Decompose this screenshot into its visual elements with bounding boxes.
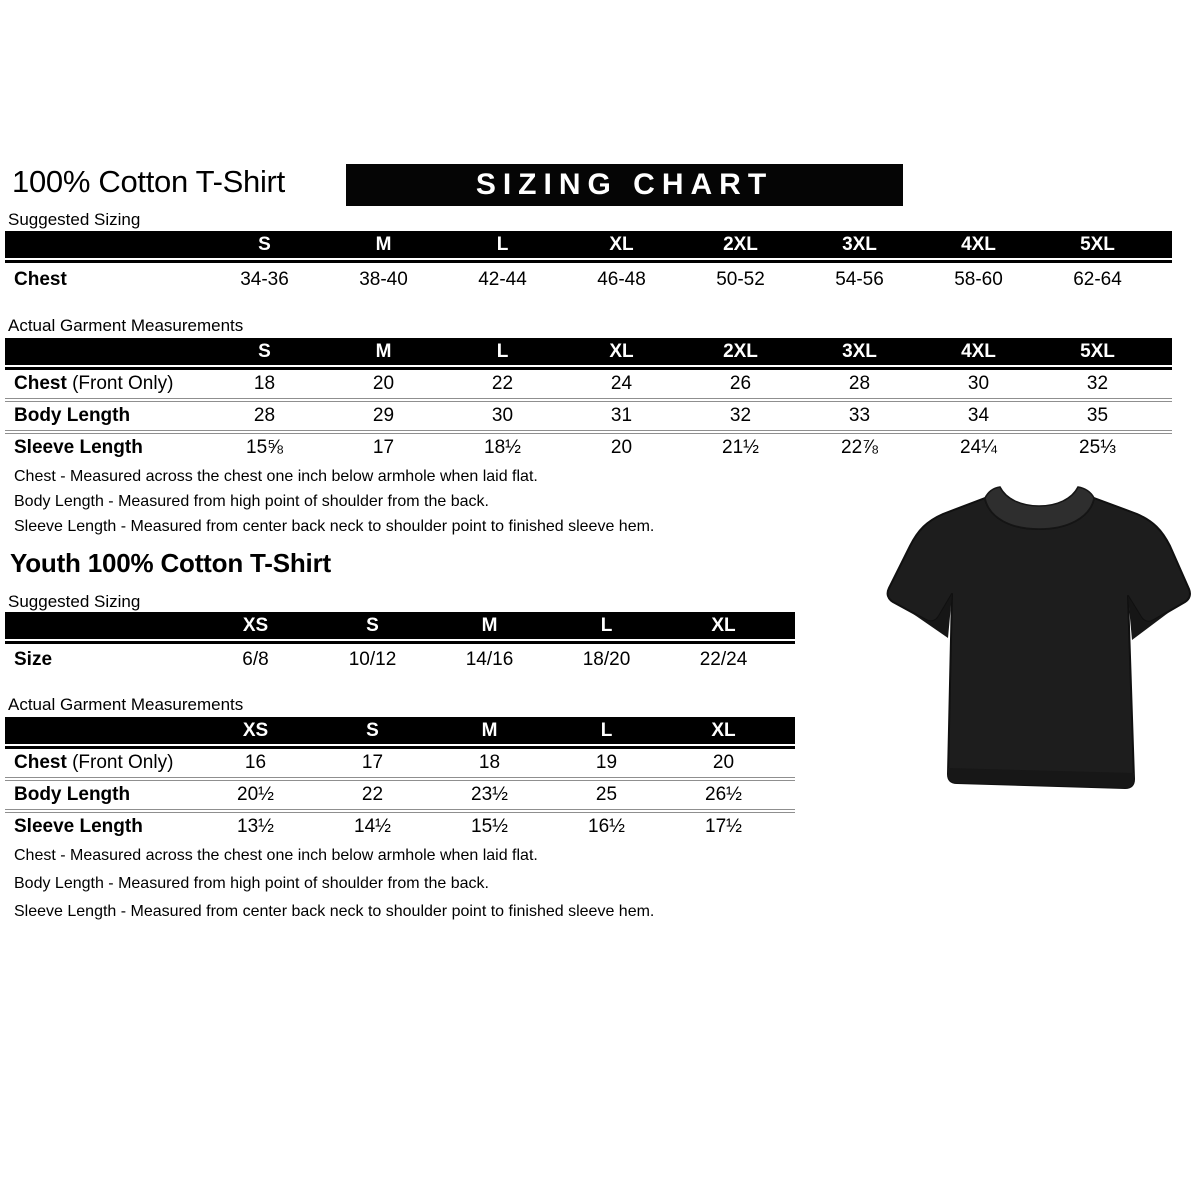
row-label: Sleeve Length <box>14 816 143 837</box>
cell: 29 <box>372 405 395 426</box>
cell: 20 <box>610 437 633 458</box>
adult-suggested-sizing-label: Suggested Sizing <box>8 210 141 229</box>
column-header-xs: XS <box>242 614 269 636</box>
row-label: Chest <box>14 752 67 773</box>
cell: 22 <box>361 784 384 805</box>
cell: 18/20 <box>582 649 631 670</box>
youth-measurement-notes <box>14 842 654 926</box>
youth-actual-measurements-label: Actual Garment Measurements <box>8 695 244 714</box>
table-row-chest <box>5 263 1172 296</box>
column-header-4xl: 4XL <box>961 340 996 362</box>
column-header-s: S <box>366 719 379 741</box>
cell: 46-48 <box>597 268 646 290</box>
column-header-xl: XL <box>711 719 736 741</box>
column-header-s: S <box>258 340 271 362</box>
cell: 34-36 <box>240 268 289 290</box>
row-label: Body Length <box>14 405 131 426</box>
column-header-3xl: 3XL <box>842 340 877 362</box>
table-header-row <box>5 338 1172 365</box>
youth-suggested-sizing-label: Suggested Sizing <box>8 592 141 611</box>
adult-suggested-sizing-table <box>5 231 1172 296</box>
row-label-note: (Front Only) <box>72 752 174 773</box>
adult-actual-measurements-table <box>5 338 1172 462</box>
cell: 30 <box>967 373 990 394</box>
cell: 25 <box>595 784 618 805</box>
cell: 16½ <box>588 816 625 837</box>
cell: 30 <box>491 405 514 426</box>
cell: 26½ <box>705 784 742 805</box>
adult-actual-measurements-label: Actual Garment Measurements <box>8 316 244 335</box>
column-header-m: M <box>375 340 392 362</box>
cell: 25⅓ <box>1079 437 1116 458</box>
sizing-chart-banner: SIZING CHART <box>346 164 903 206</box>
youth-section-title: Youth 100% Cotton T-Shirt <box>10 548 331 578</box>
note-chest: Chest - Measured across the chest one inch below armhole when laid flat. <box>14 468 538 485</box>
cell: 22⅞ <box>841 437 878 458</box>
column-header-m: M <box>375 233 392 255</box>
cell: 28 <box>253 405 276 426</box>
cell: 15½ <box>471 816 508 837</box>
column-header-3xl: 3XL <box>842 233 877 255</box>
cell: 20 <box>712 752 735 773</box>
row-label-note: (Front Only) <box>72 373 174 394</box>
cell: 22/24 <box>699 649 748 670</box>
column-header-m: M <box>481 719 498 741</box>
cell: 14½ <box>354 816 391 837</box>
row-label: Body Length <box>14 784 131 805</box>
cell: 18½ <box>484 437 521 458</box>
row-label: Sleeve Length <box>14 437 143 458</box>
column-header-5xl: 5XL <box>1080 340 1115 362</box>
column-header-m: M <box>481 614 498 636</box>
cell: 50-52 <box>716 268 765 290</box>
cell: 32 <box>1086 373 1109 394</box>
cell: 16 <box>244 752 267 773</box>
column-header-l: L <box>600 614 613 636</box>
cell: 35 <box>1086 405 1109 426</box>
column-header-xs: XS <box>242 719 269 741</box>
table-header-row <box>5 612 795 639</box>
cell: 54-56 <box>835 268 884 290</box>
cell: 62-64 <box>1073 268 1122 290</box>
cell: 22 <box>491 373 514 394</box>
cell: 17½ <box>705 816 742 837</box>
table-row-chest <box>5 749 795 777</box>
table-row-sleeve-length <box>5 434 1172 462</box>
row-label: Chest <box>14 373 67 394</box>
cell: 14/16 <box>465 649 514 670</box>
cell: 26 <box>729 373 752 394</box>
cell: 32 <box>729 405 752 426</box>
note-body-length: Body Length - Measured from high point of shoulder from the back. <box>14 875 489 892</box>
cell: 19 <box>595 752 618 773</box>
cell: 21½ <box>722 437 759 458</box>
column-header-5xl: 5XL <box>1080 233 1115 255</box>
cell: 20 <box>372 373 395 394</box>
youth-actual-measurements-table <box>5 717 795 841</box>
note-sleeve-length: Sleeve Length - Measured from center back neck to shoulder point to finished sleeve hem. <box>14 518 655 535</box>
column-header-xl: XL <box>609 340 634 362</box>
row-label: Chest <box>14 268 67 290</box>
column-header-xl: XL <box>711 614 736 636</box>
youth-suggested-sizing-table <box>5 612 795 676</box>
column-header-xl: XL <box>609 233 634 255</box>
adult-section-title: 100% Cotton T-Shirt <box>12 164 285 199</box>
note-chest: Chest - Measured across the chest one inch below armhole when laid flat. <box>14 847 538 864</box>
cell: 38-40 <box>359 268 408 290</box>
table-header-row <box>5 717 795 744</box>
cell: 13½ <box>237 816 274 837</box>
table-header-row <box>5 231 1172 258</box>
column-header-l: L <box>496 340 509 362</box>
column-header-2xl: 2XL <box>723 233 758 255</box>
column-header-s: S <box>366 614 379 636</box>
cell: 18 <box>478 752 501 773</box>
column-header-l: L <box>496 233 509 255</box>
cell: 23½ <box>471 784 508 805</box>
cell: 18 <box>253 373 276 394</box>
cell: 15⅝ <box>246 437 283 458</box>
cell: 28 <box>848 373 871 394</box>
cell: 17 <box>372 437 395 458</box>
adult-measurement-notes <box>14 464 654 539</box>
row-label: Size <box>14 649 53 670</box>
black-tshirt-image <box>882 478 1197 808</box>
table-row-size <box>5 644 795 676</box>
column-header-s: S <box>258 233 271 255</box>
column-header-2xl: 2XL <box>723 340 758 362</box>
tshirt-photo <box>882 478 1197 813</box>
cell: 6/8 <box>242 649 269 670</box>
cell: 58-60 <box>954 268 1003 290</box>
cell: 24¼ <box>960 437 997 458</box>
tshirt-body-shape <box>888 498 1190 788</box>
table-row-chest <box>5 370 1172 398</box>
table-row-body-length <box>5 402 1172 430</box>
note-sleeve-length: Sleeve Length - Measured from center back neck to shoulder point to finished sleeve hem. <box>14 903 655 920</box>
cell: 24 <box>610 373 633 394</box>
table-row-body-length <box>5 781 795 809</box>
cell: 33 <box>848 405 871 426</box>
cell: 31 <box>610 405 633 426</box>
cell: 20½ <box>237 784 274 805</box>
cell: 17 <box>361 752 384 773</box>
cell: 34 <box>967 405 990 426</box>
cell: 10/12 <box>348 649 397 670</box>
cell: 42-44 <box>478 268 527 290</box>
column-header-4xl: 4XL <box>961 233 996 255</box>
table-row-sleeve-length <box>5 813 795 841</box>
note-body-length: Body Length - Measured from high point of shoulder from the back. <box>14 493 489 510</box>
column-header-l: L <box>600 719 613 741</box>
